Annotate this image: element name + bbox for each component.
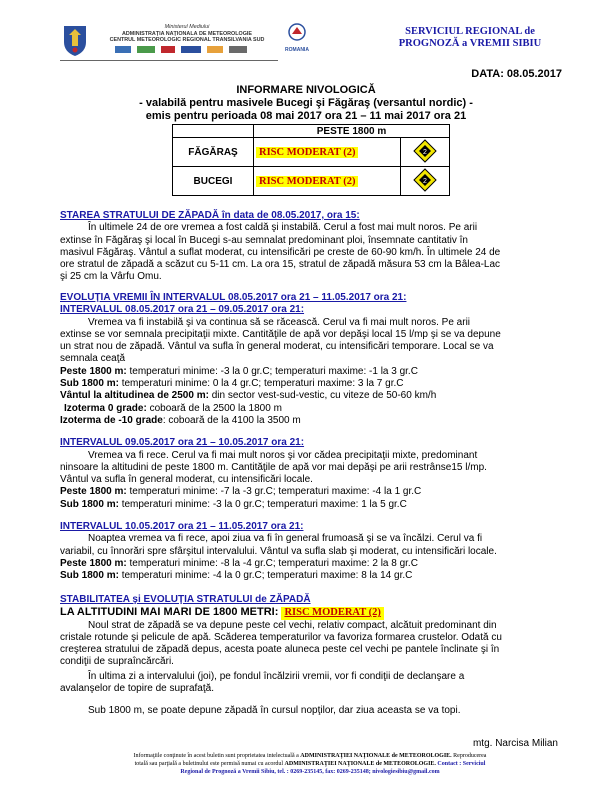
title-period: emis pentru perioada 08 mai 2017 ora 21 – 11 mai 2017 ora 21 [145, 110, 467, 122]
temp-below-line [60, 570, 557, 582]
risk-row-bucegi [173, 167, 450, 196]
page-title: INFORMARE NIVOLOGICĂ [236, 84, 376, 96]
temp-below-label: Sub 1800 m: [60, 570, 119, 582]
text-line: avalanşelor de topire de suprafaţă. [60, 683, 214, 695]
risk-table [172, 124, 450, 196]
avalanche-danger-level-2-icon [413, 139, 437, 163]
footer-text: Reproducerea [451, 753, 487, 759]
wind-text: din sector vest-sud-vestic, cu viteze de 50-60 km/h [208, 390, 437, 402]
text-line: În ultimele 24 de ore vremea a fost caldă şi instabilă. Cerul a fost mai mult noros. Pe arii [88, 222, 478, 234]
footer-org: ADMINISTRAŢIEI NAŢIONALE de METEOROLOGIE. [300, 753, 452, 759]
interval2-heading: INTERVALUL 09.05.2017 ora 21 – 10.05.2017 ora 21: [60, 437, 305, 449]
text-line: Sub 1800 m, se poate depune zăpadă în cursul nopţilor, dar ziua aceasta se va topi. [88, 705, 461, 717]
text-line: cristale rotunde şi pelicule de apă. Scăderea temperaturilor va favoriza formarea crustelor. Odată cu [60, 631, 502, 643]
avalanche-danger-level-2-icon [413, 168, 437, 192]
risk-table-corner [173, 125, 254, 138]
text-line: Noul strat de zăpadă se va depune peste cel vechi, relativ compact, alcătuit predominant din [88, 619, 497, 631]
altitude-risk-label: RISC MODERAT (2) [281, 607, 383, 619]
temp-below-label: Sub 1800 m: [60, 378, 119, 390]
text-line: Vremea va fi rece. Cerul va fi mai mult noros şi vor cădea precipitaţii mixte, predominant [88, 449, 478, 461]
wind-line [60, 390, 557, 402]
issue-date: DATA: 08.05.2017 [471, 68, 562, 80]
temp-below-line [60, 378, 557, 390]
text-line: ninsoare la altitudini de peste 1800 m. Cantităţile de apă vor mai depăşi pe arii restrânse15 l/mp. [60, 461, 487, 473]
text-line: ore stratul de zăpadă a scăzut cu 5-11 cm. La ora 15, stratul de zăpadă măsura 53 cm la Bâlea-Lac [60, 259, 501, 271]
partner-logos-icon [94, 45, 280, 54]
footer-line [60, 760, 560, 768]
evolution-section [60, 292, 557, 583]
temp-above-line [60, 558, 557, 570]
text-line: extinse în Făgăraş şi local în Bucegi s-au semnalat predominant ploi, însemnate cantitativ în [60, 234, 468, 246]
text-line: În ultima zi a intervalului (joi), pe fondul încălzirii vremii, vor fi condiţii de declanşare a [88, 670, 465, 682]
snow-state-section [60, 210, 557, 284]
risk-row-fagaras [173, 138, 450, 167]
organization-header [94, 24, 280, 54]
svg-text:2: 2 [423, 177, 427, 185]
footer-text: totală sau parţială a buletinului este permisă numai cu acordul [134, 761, 285, 767]
temp-below-text: temperaturi minime: -3 la 0 gr.C; temperaturi maxime: 1 la 5 gr.C [118, 498, 407, 510]
interval3-heading: INTERVALUL 10.05.2017 ora 21 – 11.05.2017 ora 21: [60, 521, 304, 533]
footer-contact-line[interactable]: Regional de Prognoză a Vremii Sibiu, tel. : 0269-235145, fax: 0269-235148; nivologiesibiu@gmail.com [180, 769, 440, 775]
text-line: Vremea va fi instabilă şi va continua să se răcească. Cerul va fi mai mult noros. Pe arii [88, 316, 471, 328]
temp-above-line [60, 366, 557, 378]
org-line: CENTRUL METEOROLOGIC REGIONAL TRANSILVANIA SUD [109, 37, 265, 44]
temp-below-text: temperaturi minime: 0 la 4 gr.C; temperaturi maxime: 3 la 7 gr.C [118, 378, 404, 390]
temp-above-label: Peste 1800 m: [60, 557, 127, 569]
risk-table-header: PESTE 1800 m [254, 125, 450, 138]
snow-state-heading: STAREA STRATULUI DE ZĂPADĂ în data de 08.05.2017, ora 15: [60, 210, 360, 221]
footer-text: Informaţiile conţinute în acest buletin sunt proprietatea intelectuală a [133, 753, 301, 759]
temp-above-label: Peste 1800 m: [60, 486, 127, 498]
header-divider [60, 60, 278, 61]
text-line: extinse se vor semnala precipitaţii mixte. Cantităţile de apă vor depăşi local 15 l/mp şi se va depune [60, 328, 501, 340]
text-line: masivul Făgăraş. Vântul a suflat moderat, cu intensificări pe creste de 60-90 km/h. În ultimele 24 de [60, 246, 501, 258]
wind-label: Vântul la altitudinea de 2500 m: [60, 390, 209, 402]
signature: mtg. Narcisa Milian [472, 738, 558, 749]
title-validity: - valabilă pentru masivele Bucegi şi Făgăraş (versantul nordic) - [139, 97, 473, 109]
isotherm0-line [60, 403, 557, 415]
isotherm0-label: Izoterma 0 grade: [64, 402, 147, 414]
org-line: ADMINISTRAȚIA NAȚIONALĂ DE METEOROLOGIE [121, 30, 253, 37]
risk-level-label: RISC MODERAT (2) [256, 176, 358, 187]
text-line: condiţii de supraîncărcări. [60, 656, 174, 668]
text-line: Noaptea vremea va fi rece, apoi ziua va fi în general frumoasă şi se va încălzi. Cerul va fi [88, 533, 483, 545]
temp-above-text: temperaturi minime: -3 la 0 gr.C; temperaturi maxime: -1 la 3 gr.C [126, 365, 418, 377]
coat-of-arms-icon [60, 22, 90, 58]
temp-below-line [60, 499, 557, 511]
temp-above-line [60, 486, 557, 498]
isotherm0-text: coboară de la 2500 la 1800 m [146, 402, 282, 414]
text-line: Vântul va sufla în general moderat, cu intensificări locale. [60, 474, 313, 486]
romania-logo-text: ROMANIA [285, 47, 309, 53]
footer-contact: Contact : Serviciul [435, 761, 486, 767]
temp-above-label: Peste 1800 m: [60, 365, 127, 377]
org-line: Ministerul Mediului [164, 24, 210, 30]
interval1-heading: INTERVALUL 08.05.2017 ora 21 – 09.05.2017 ora 21: [60, 304, 305, 316]
stability-section [60, 594, 557, 718]
isotherm10-text: : coboară de la 4100 la 3500 m [162, 414, 301, 426]
text-line: şi 25 cm la Vârfu Omu. [60, 271, 162, 283]
romania-logo [282, 22, 312, 53]
temp-above-text: temperaturi minime: -8 la -4 gr.C; temperaturi maxime: 2 la 8 gr.C [126, 557, 418, 569]
temp-above-text: temperaturi minime: -7 la -3 gr.C; temperaturi maxime: -4 la 1 gr.C [126, 486, 422, 498]
text-line: creşterea stratului de zăpadă depus, acesta poate aluneca peste cel vechi pe pantele înclinate şi în [60, 644, 500, 656]
altitude-label: LA ALTITUDINI MAI MARI DE 1800 METRI: [60, 606, 279, 619]
footer-line [60, 752, 560, 760]
svg-text:2: 2 [423, 148, 427, 156]
evolution-heading: EVOLUŢIA VREMII ÎN INTERVALUL 08.05.2017 ora 21 – 11.05.2017 ora 21: [60, 292, 407, 303]
massif-name: BUCEGI [173, 167, 254, 196]
risk-level-label: RISC MODERAT (2) [256, 147, 358, 158]
isotherm10-line [60, 415, 557, 427]
altitude-risk-line [60, 606, 557, 619]
text-line: variabil, cu înnorări spre sfârşitul intervalului. Vântul va sufla slab şi moderat, cu intensificări locale. [60, 545, 497, 557]
text-line: semnala ceaţă [60, 353, 126, 365]
service-name: SERVICIUL REGIONAL de PROGNOZĂ a VREMII SIBIU [398, 26, 542, 49]
footer-org: ADMINISTRAŢIEI NAŢIONALE de METEOROLOGIE. [284, 761, 436, 767]
text-line: un strat nou de zăpadă. Vântul va sufla în general moderat, cu intensificări temporare. Local se va [60, 341, 494, 353]
temp-below-label: Sub 1800 m: [60, 498, 119, 510]
temp-below-text: temperaturi minime: -4 la 0 gr.C; temperaturi maxime: 8 la 14 gr.C [118, 570, 413, 582]
massif-name: FĂGĂRAŞ [173, 138, 254, 167]
isotherm10-label: Izoterma de -10 grade [60, 414, 163, 426]
stability-heading: STABILITATEA şi EVOLUŢIA STRATULUI de ZĂPADĂ [60, 594, 311, 605]
footer [60, 752, 560, 776]
